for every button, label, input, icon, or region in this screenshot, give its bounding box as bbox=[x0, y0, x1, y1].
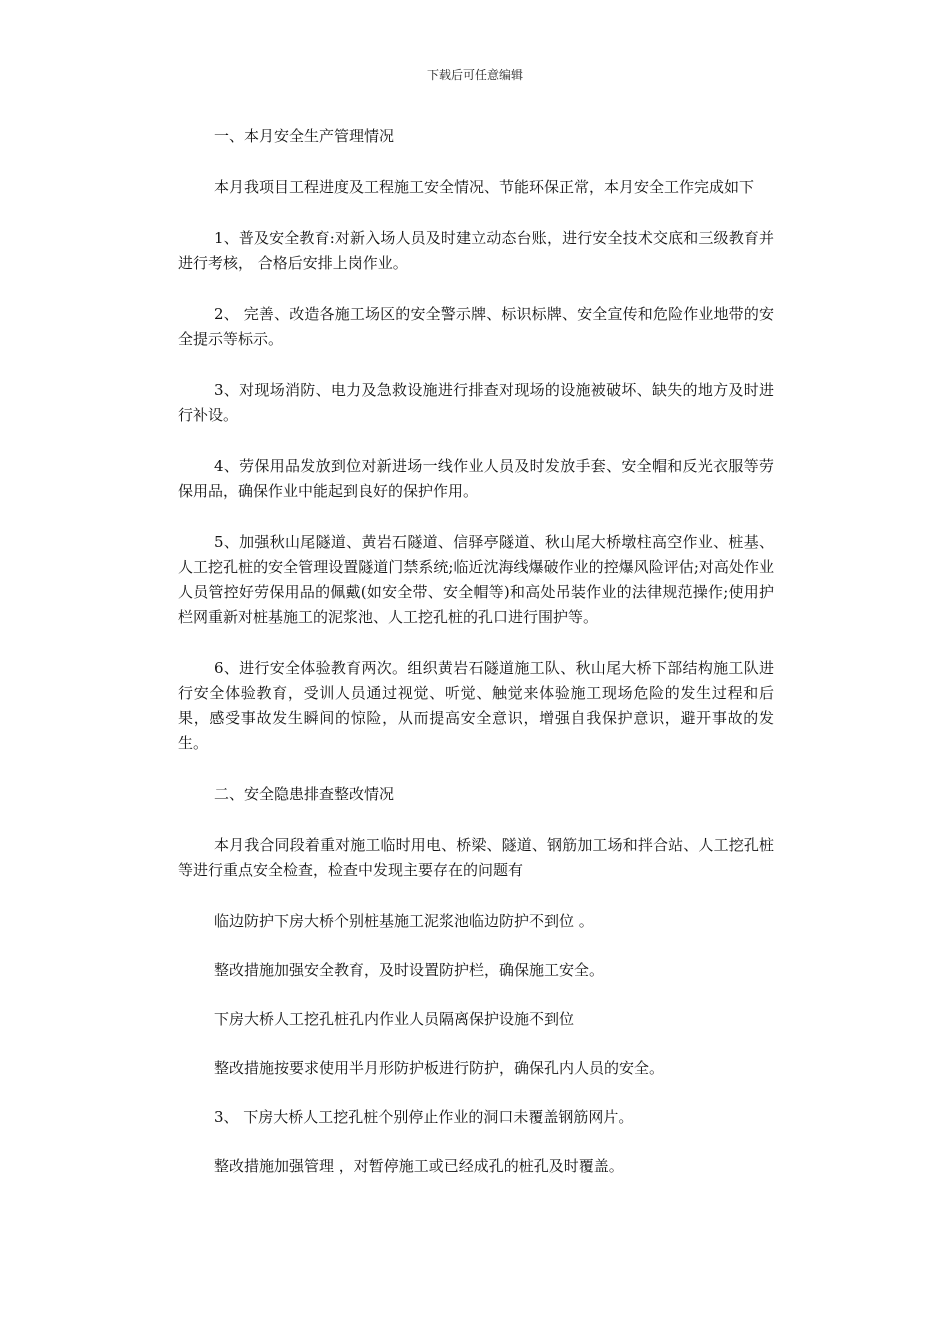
item-paragraph-1: 1、普及安全教育:对新入场人员及时建立动态台账，进行安全技术交底和三级教育并进行考核， 合格后安排上岗作业。 bbox=[178, 229, 774, 272]
fix-2: 整改措施按要求使用半月形防护板进行防护，确保孔内人员的安全。 bbox=[214, 1059, 665, 1077]
issue-1: 临边防护下房大桥个别桩基施工泥浆池临边防护不到位 。 bbox=[214, 912, 594, 930]
section-heading-2: 二、安全隐患排查整改情况 bbox=[214, 785, 395, 803]
fix-3: 整改措施加强管理 ，对暂停施工或已经成孔的桩孔及时覆盖。 bbox=[214, 1157, 624, 1175]
item-paragraph-6: 6、进行安全体验教育两次。组织黄岩石隧道施工队、秋山尾大桥下部结构施工队进行安全体验教育，受训人员通过视觉、听觉、触觉来体验施工现场危险的发生过程和后果，感受事故发生瞬间的惊险，从而提高安全意识，增强自我保护意识，避开事故的发生。 bbox=[178, 659, 774, 752]
issue-3: 3、 下房大桥人工挖孔桩个别停止作业的洞口未覆盖钢筋网片。 bbox=[214, 1108, 634, 1126]
inspection-paragraph: 本月我合同段着重对施工临时用电、桥梁、隧道、钢筋加工场和拌合站、人工挖孔桩等进行重点安全检查，检查中发现主要存在的问题有 bbox=[178, 836, 774, 879]
fix-1: 整改措施加强安全教育，及时设置防护栏，确保施工安全。 bbox=[214, 961, 605, 979]
issue-2: 下房大桥人工挖孔桩孔内作业人员隔离保护设施不到位 bbox=[214, 1010, 575, 1028]
item-paragraph-4: 4、劳保用品发放到位对新进场一线作业人员及时发放手套、安全帽和反光衣服等劳保用品，确保作业中能起到良好的保护作用。 bbox=[178, 457, 774, 500]
section-heading-1: 一、本月安全生产管理情况 bbox=[214, 127, 395, 145]
document-body bbox=[178, 124, 774, 1203]
item-paragraph-2: 2、 完善、改造各施工场区的安全警示牌、标识标牌、安全宣传和危险作业地带的安全提示等标示。 bbox=[178, 305, 774, 348]
item-paragraph-3: 3、对现场消防、电力及急救设施进行排查对现场的设施被破坏、缺失的地方及时进行补设。 bbox=[178, 381, 774, 424]
item-paragraph-5: 5、加强秋山尾隧道、黄岩石隧道、信驿亭隧道、秋山尾大桥墩柱高空作业、桩基、人工挖孔桩的安全管理设置隧道门禁系统;临近沈海线爆破作业的控爆风险评估;对高处作业人员管控好劳保用品的佩戴(如安全带、安全帽等)和高处吊装作业的法律规范操作;使用护栏网重新对桩基施工的泥浆池、人工挖孔桩的孔口进行围护等。 bbox=[178, 533, 774, 626]
page-header: 下载后可任意编辑 bbox=[426, 68, 523, 82]
summary-paragraph: 本月我项目工程进度及工程施工安全情况、节能环保正常，本月安全工作完成如下 bbox=[214, 178, 755, 196]
